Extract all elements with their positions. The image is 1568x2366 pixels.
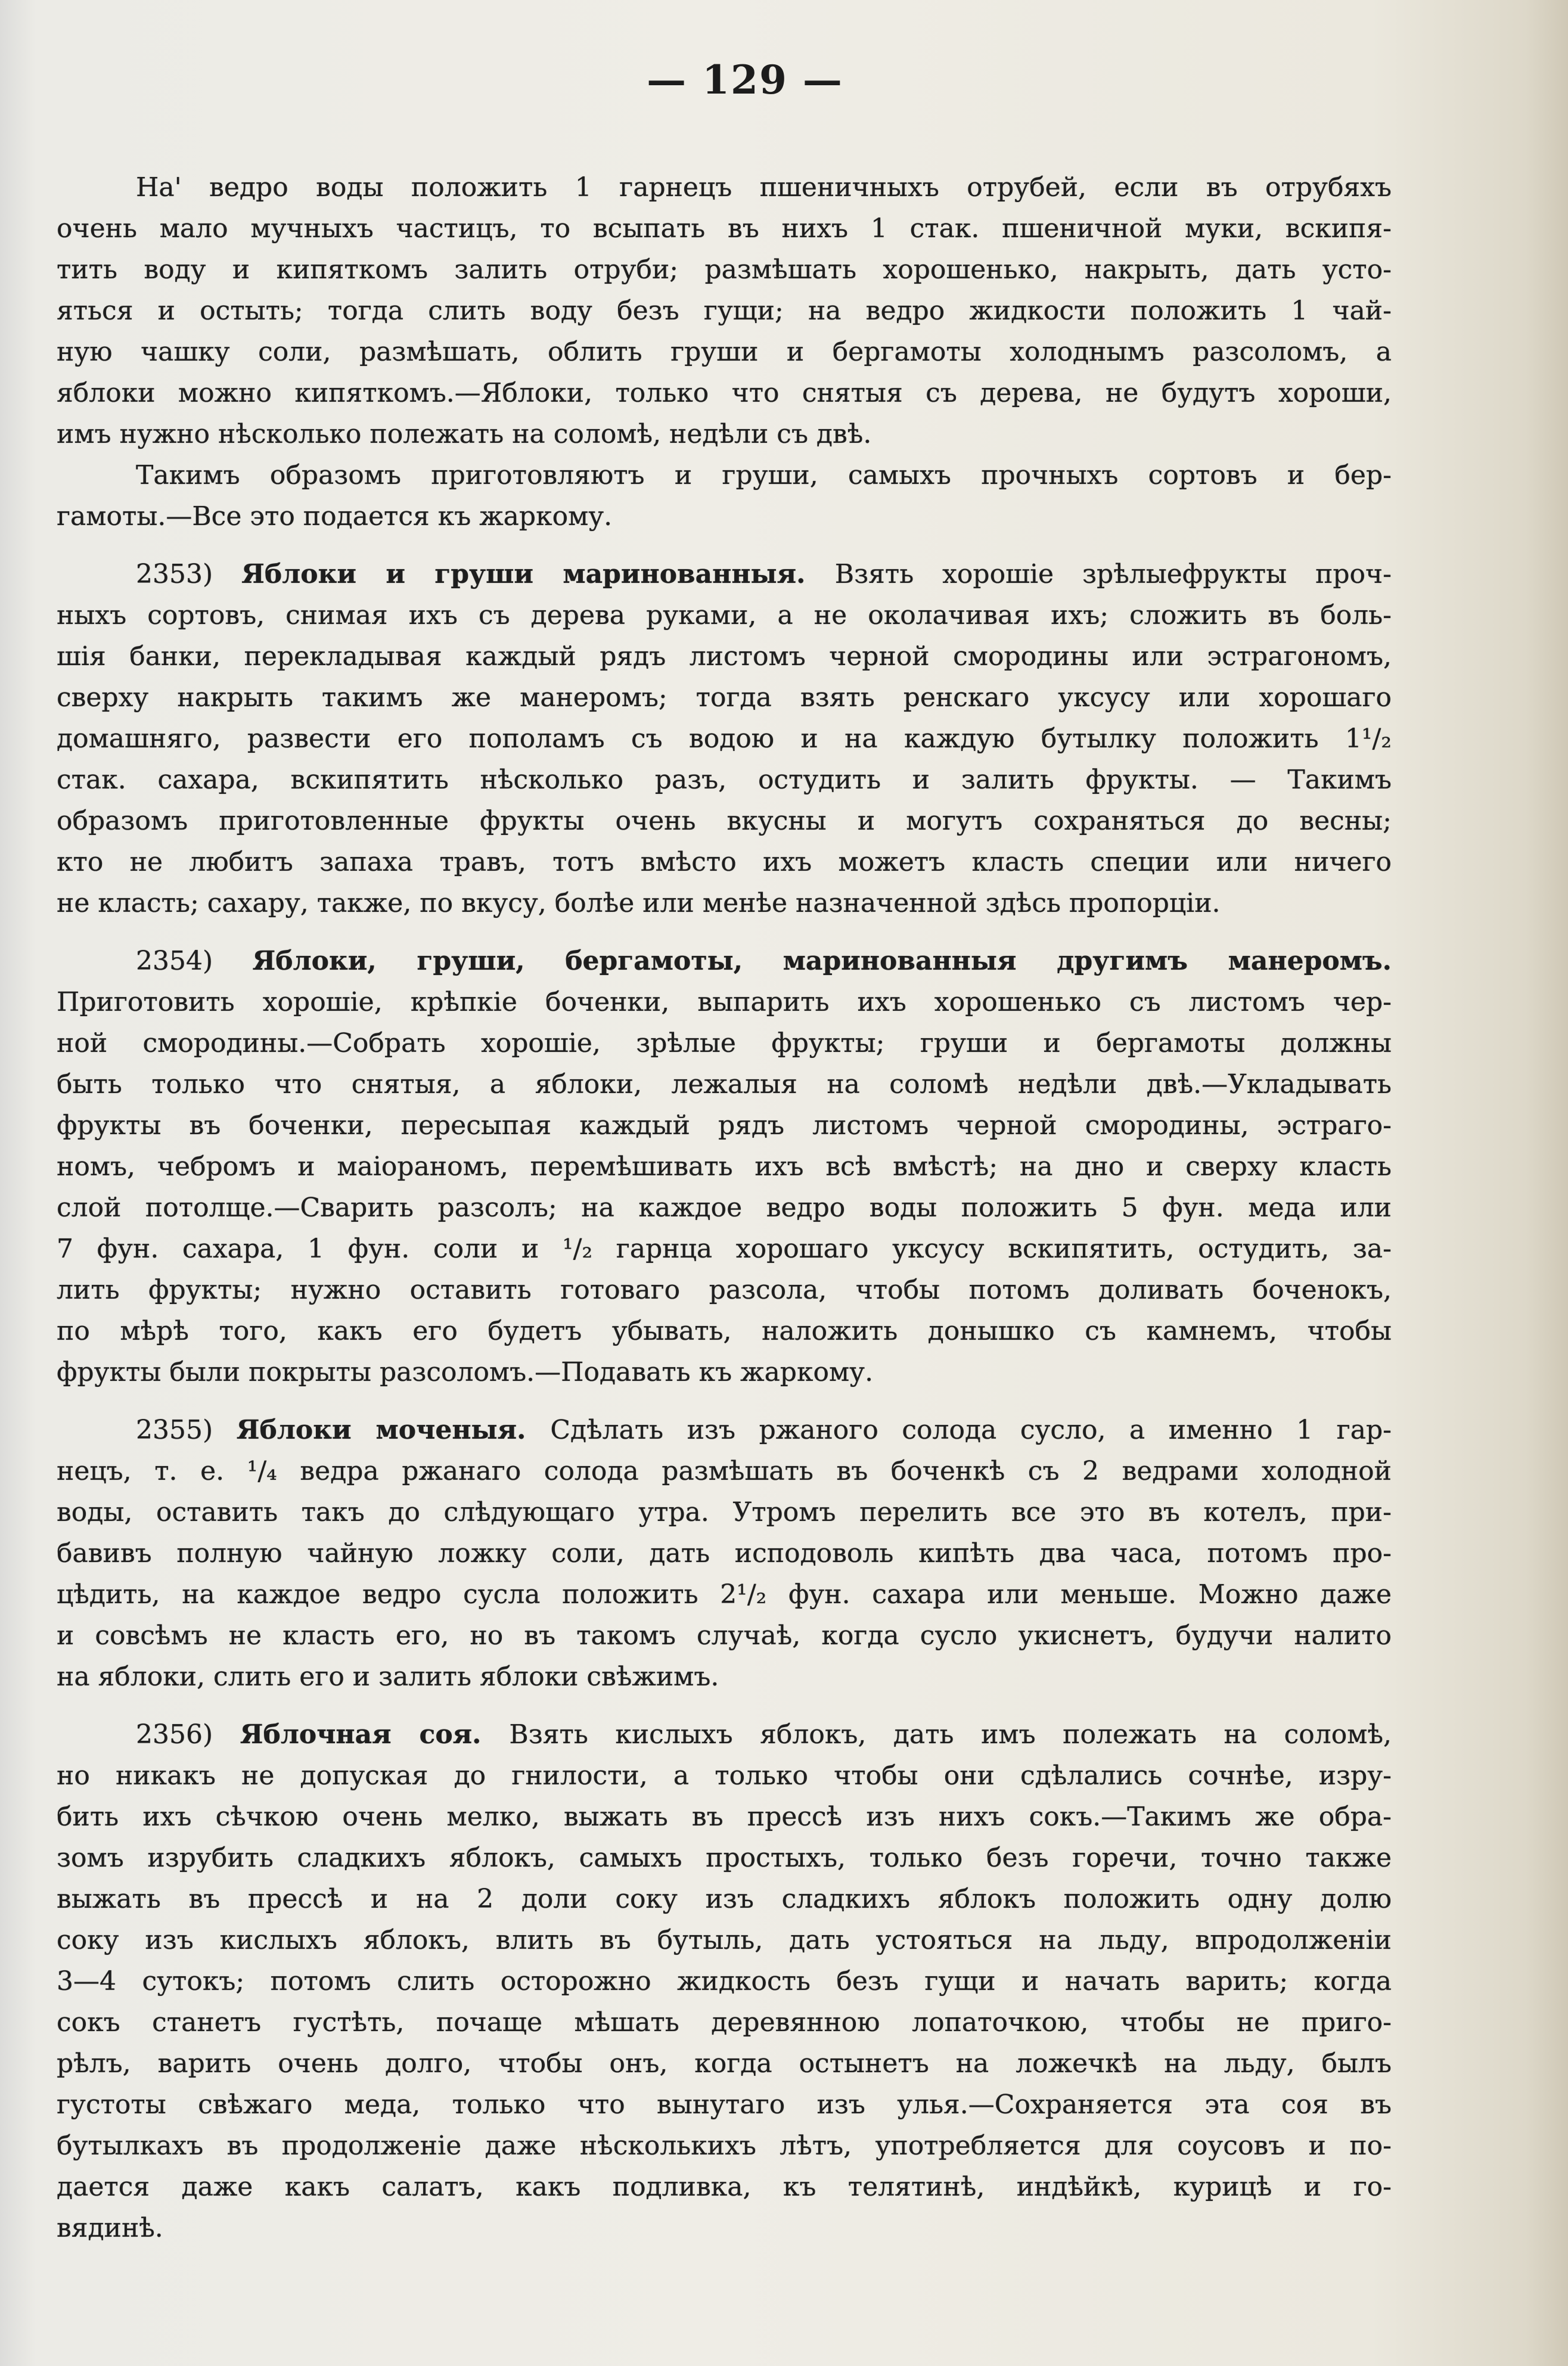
paragraph (57, 167, 1392, 455)
text-line: соку изъ кислыхъ яблокъ, влить въ бутыль, дать устояться на льду, впродолженіи (57, 1925, 1392, 1955)
paragraph (57, 455, 1392, 537)
text-line: цѣдить, на каждое ведро сусла положить 2¹/₂ фун. сахара или меньше. Можно даже (57, 1579, 1392, 1610)
text-line: ную чашку соли, размѣшать, облить груши и бергамоты холоднымъ разсоломъ, а (57, 337, 1392, 367)
text-line: сверху накрыть такимъ же манеромъ; тогда взять ренскаго уксусу или хорошаго (57, 682, 1392, 713)
text-line: Такимъ образомъ приготовляютъ и груши, самыхъ прочныхъ сортовъ и бер- (136, 460, 1392, 490)
page-number: — 129 — (647, 57, 843, 103)
recipe-number: 2356) (136, 1719, 240, 1750)
text-line: бутылкахъ въ продолженіе даже нѣсколькихъ лѣтъ, употребляется для соусовъ и по- (57, 2131, 1392, 2161)
text-line: лить фрукты; нужно оставить готоваго разсола, чтобы потомъ доливать боченокъ, (57, 1275, 1392, 1305)
text-line: дается даже какъ салатъ, какъ подливка, къ телятинѣ, индѣйкѣ, курицѣ и го- (57, 2172, 1392, 2202)
recipe-paragraph (57, 1409, 1392, 1697)
recipe-title: Яблочная соя. (240, 1719, 510, 1750)
line-text: Взять хорошіе зрѣлыефрукты проч- (834, 559, 1392, 589)
text-line: кто не любитъ запаха травъ, тотъ вмѣсто ихъ можетъ класть специи или ничего (57, 847, 1392, 877)
text-line: тить воду и кипяткомъ залить отруби; размѣшать хорошенько, накрыть, дать усто- (57, 254, 1392, 285)
text-line: ныхъ сортовъ, снимая ихъ съ дерева руками, а не околачивая ихъ; сложить въ боль- (57, 600, 1392, 631)
text-line: 7 фун. сахара, 1 фун. соли и ¹/₂ гарнца хорошаго уксусу вскипятить, остудить, за- (57, 1234, 1392, 1264)
text-line: яться и остыть; тогда слить воду безъ гущи; на ведро жидкости положить 1 чай- (57, 296, 1392, 326)
recipe-title: Яблоки моченыя. (236, 1415, 551, 1445)
text-line: номъ, чебромъ и маіораномъ, перемѣшивать ихъ всѣ вмѣстѣ; на дно и сверху класть (57, 1151, 1392, 1182)
text-line: нецъ, т. е. ¹/₄ ведра ржанаго солода размѣшать въ боченкѣ съ 2 ведрами холодной (57, 1456, 1392, 1486)
text-line: Приготовить хорошіе, крѣпкіе боченки, выпарить ихъ хорошенько съ листомъ чер- (57, 987, 1392, 1017)
text-line: яблоки можно кипяткомъ.—Яблоки, только что снятыя съ дерева, не будутъ хороши, (57, 378, 1392, 408)
text-line: очень мало мучныхъ частицъ, то всыпать въ нихъ 1 стак. пшеничной муки, вскипя- (57, 213, 1392, 244)
text-line: сокъ станетъ густѣть, почаще мѣшать деревянною лопаточкою, чтобы не приго- (57, 2007, 1392, 2038)
line-text: Взять кислыхъ яблокъ, дать имъ полежать на соломѣ, (509, 1719, 1392, 1750)
text-line: но никакъ не допуская до гнилости, а только чтобы они сдѣлались сочнѣе, изру- (57, 1760, 1392, 1791)
text-line: шія банки, перекладывая каждый рядъ листомъ черной смородины или эстрагономъ, (57, 641, 1392, 672)
text-line (57, 1409, 1392, 1451)
recipe-number: 2355) (136, 1415, 237, 1445)
line-text: Сдѣлать изъ ржаного солода сусло, а именно 1 гар- (550, 1415, 1392, 1445)
text-line: фрукты въ боченки, пересыпая каждый рядъ листомъ черной смородины, эстраго- (57, 1110, 1392, 1141)
text-line: бить ихъ сѣчкою очень мелко, выжать въ прессѣ изъ нихъ сокъ.—Такимъ же обра- (57, 1802, 1392, 1832)
text-line: имъ нужно нѣсколько полежать на соломѣ, недѣли съ двѣ. (57, 419, 872, 449)
text-line: ной смородины.—Собрать хорошіе, зрѣлые фрукты; груши и бергамоты должны (57, 1028, 1392, 1058)
recipe-paragraph (57, 1714, 1392, 2249)
recipe-title: Яблоки и груши маринованныя. (241, 559, 835, 589)
text-line: образомъ приготовленные фрукты очень вкусны и могутъ сохраняться до весны; (57, 806, 1392, 836)
text-line: по мѣрѣ того, какъ его будетъ убывать, наложить донышко съ камнемъ, чтобы (57, 1316, 1392, 1346)
text-line: быть только что снятыя, а яблоки, лежалыя на соломѣ недѣли двѣ.—Укладывать (57, 1069, 1392, 1100)
text-line: не класть; сахару, также, по вкусу, болѣе или менѣе назначенной здѣсь пропорціи. (57, 888, 1221, 918)
recipe-title: Яблоки, груши, бергамоты, маринованныя другимъ манеромъ. (252, 946, 1392, 976)
text-line: воды, оставить такъ до слѣдующаго утра. Утромъ перелить все это въ котелъ, при- (57, 1497, 1392, 1527)
text-line: домашняго, развести его пополамъ съ водою и на каждую бутылку положить 1¹/₂ (57, 724, 1392, 754)
text-line (57, 940, 1392, 982)
text-line: рѣлъ, варить очень долго, чтобы онъ, когда остынетъ на ложечкѣ на льду, былъ (57, 2048, 1392, 2079)
recipe-number: 2353) (136, 559, 242, 589)
text-line: фрукты были покрыты разсоломъ.—Подавать къ жаркому. (57, 1357, 874, 1387)
text-line: вядинѣ. (57, 2213, 163, 2243)
text-line: гамоты.—Все это подается къ жаркому. (57, 501, 613, 532)
text-line: 3—4 сутокъ; потомъ слить осторожно жидкость безъ гущи и начать варить; когда (57, 1966, 1392, 1996)
body-text (57, 167, 1392, 2249)
text-line: слой потолще.—Сварить разсолъ; на каждое ведро воды положить 5 фун. меда или (57, 1193, 1392, 1223)
text-line (57, 554, 1392, 595)
text-line: На' ведро воды положить 1 гарнецъ пшеничныхъ отрубей, если въ отрубяхъ (136, 172, 1392, 203)
text-line: на яблоки, слить его и залить яблоки свѣжимъ. (57, 1662, 719, 1692)
text-line: густоты свѣжаго меда, только что вынутаго изъ улья.—Сохраняется эта соя въ (57, 2089, 1392, 2120)
recipe-number: 2354) (136, 946, 253, 976)
recipe-paragraph (57, 554, 1392, 924)
text-line: бавивъ полную чайную ложку соли, дать исподоволь кипѣть два часа, потомъ про- (57, 1538, 1392, 1569)
text-line (57, 1714, 1392, 1755)
text-line: и совсѣмъ не класть его, но въ такомъ случаѣ, когда сусло укиснетъ, будучи налито (57, 1620, 1392, 1651)
text-line: стак. сахара, вскипятить нѣсколько разъ, остудить и залить фрукты. — Такимъ (57, 765, 1392, 795)
text-line: выжать въ прессѣ и на 2 доли соку изъ сладкихъ яблокъ положить одну долю (57, 1884, 1392, 1914)
recipe-paragraph (57, 940, 1392, 1393)
text-line: зомъ изрубить сладкихъ яблокъ, самыхъ простыхъ, только безъ горечи, точно также (57, 1843, 1392, 1873)
